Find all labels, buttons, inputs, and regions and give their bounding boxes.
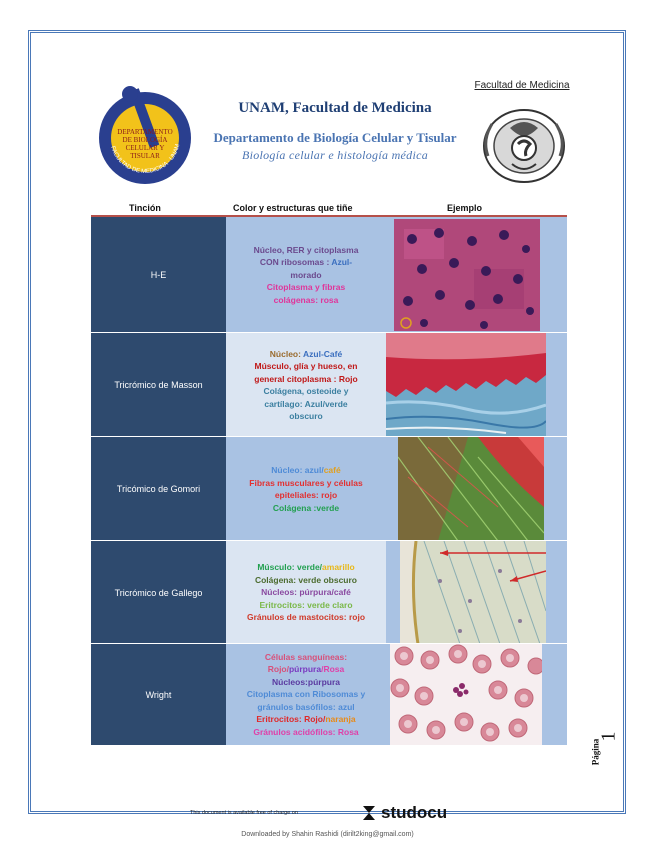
stain-description — [226, 644, 386, 745]
description-line — [247, 599, 365, 612]
description-line — [247, 586, 365, 599]
description-segment: gránulos basófilos: azul — [257, 701, 355, 712]
description-line — [254, 373, 357, 386]
example-cell — [386, 217, 567, 333]
description-segment: Colágena :verde — [272, 502, 340, 513]
stain-description — [226, 541, 386, 644]
wright-micrograph — [390, 644, 542, 745]
table-row — [91, 541, 567, 644]
description-segment: Núcleo: — [269, 348, 303, 359]
gomori-micrograph — [398, 437, 544, 541]
description-segment: epiteliales: rojo — [274, 490, 338, 500]
description-line — [254, 294, 359, 307]
description-segment: Citoplasma y fibras — [266, 282, 346, 293]
description-segment: Eritrocitos: Rojo/ — [256, 714, 326, 725]
he-micrograph — [394, 219, 540, 331]
description-segment: Núcleos:púrpura — [271, 676, 340, 687]
description-segment: Gránulos acidófilos: Rosa — [253, 726, 359, 737]
stain-description — [226, 333, 386, 437]
stain-name: H-E — [91, 217, 226, 333]
header-color: Color y estructuras que tiñe — [233, 203, 353, 213]
description-segment: Núcleo, RER y citoplasma — [253, 244, 359, 255]
description-segment: Fibras musculares y células — [249, 477, 363, 488]
description-line — [254, 410, 357, 423]
description-line — [247, 688, 366, 701]
description-segment: púrpura — [288, 664, 322, 675]
description-segment: general citoplasma : Rojo — [254, 373, 358, 384]
studocu-logo[interactable] — [360, 803, 447, 823]
header-ejemplo: Ejemplo — [447, 203, 483, 213]
table-row — [91, 217, 567, 333]
description-line — [254, 385, 357, 398]
description-line — [249, 464, 362, 477]
description-line — [247, 561, 365, 574]
description-segment: Músculo: verde/ — [257, 562, 323, 573]
description-segment: Núcleo: azul/ — [271, 465, 324, 475]
description-segment: obscuro — [289, 411, 323, 421]
description-segment: CON ribosomas : — [259, 257, 332, 268]
description-segment: Azul-Café — [303, 348, 343, 359]
description-line — [247, 663, 366, 676]
description-segment: Azul- — [331, 257, 353, 268]
availability-note: This document is available free of charge on — [190, 810, 298, 816]
page-title: UNAM, Facultad de Medicina — [238, 100, 432, 116]
page-number-value: 1 — [597, 731, 620, 742]
description-line — [254, 256, 359, 269]
download-note: Downloaded by Shahin Rashidi (dirilt2king@gmail.com) — [241, 831, 414, 838]
gallego-micrograph — [400, 541, 546, 644]
description-segment: naranja — [325, 714, 356, 725]
description-line — [247, 651, 366, 664]
svg-text:CELULAR Y: CELULAR Y — [125, 144, 165, 152]
example-cell — [386, 644, 567, 745]
description-line — [249, 477, 362, 490]
description-segment: morado — [290, 269, 322, 280]
page-number — [590, 725, 626, 785]
faculty-medicine-logo — [468, 80, 580, 190]
stain-name: Tricrómico de Gallego — [91, 541, 226, 644]
description-segment: Colágena: verde obscuro — [254, 574, 357, 585]
description-line — [247, 611, 365, 624]
studocu-icon — [360, 804, 378, 822]
description-line — [247, 726, 366, 739]
description-segment: cartílago: Azul/verde — [264, 398, 348, 409]
description-segment: Núcleos: púrpura/café — [261, 587, 351, 598]
description-segment: Colágena, osteoide y — [263, 386, 349, 396]
department-logo — [90, 80, 200, 190]
description-line — [247, 574, 365, 587]
description-segment: /Rosa — [321, 664, 345, 675]
description-segment: amarillo — [322, 562, 355, 573]
svg-text:FACULTAD DE MEDICINA · UNAM: FACULTAD DE MEDICINA · UNAM — [109, 143, 182, 176]
description-line — [247, 701, 366, 714]
masson-micrograph — [386, 333, 546, 437]
description-line — [254, 360, 357, 373]
header-tincion: Tinción — [129, 203, 161, 213]
description-segment: colágenas: rosa — [273, 294, 339, 305]
course-subtitle: Biología celular e histología médica — [241, 148, 429, 162]
svg-text:DEPARTAMENTO: DEPARTAMENTO — [117, 128, 173, 136]
table-row — [91, 644, 567, 745]
description-segment: Músculo, glía y hueso, en — [254, 361, 358, 371]
description-line — [247, 713, 366, 726]
description-segment: Gránulos de mastocitos: rojo — [246, 612, 366, 623]
stain-name: Tricrómico de Masson — [91, 333, 226, 437]
description-line — [254, 244, 359, 257]
description-segment: Eritrocitos: verde claro — [259, 599, 353, 610]
page-number-label: Página — [590, 738, 601, 766]
table-row — [91, 437, 567, 541]
stain-description — [226, 437, 386, 541]
description-line — [247, 676, 366, 689]
department-name: Departamento de Biología Celular y Tisular — [213, 130, 457, 145]
table-header — [91, 202, 567, 216]
description-segment: Citoplasma con Ribosomas y — [246, 689, 366, 700]
example-cell — [386, 437, 567, 541]
stain-name: Wright — [91, 644, 226, 745]
table-row — [91, 333, 567, 437]
studocu-brand: studocu — [381, 803, 448, 822]
svg-text:TISULAR: TISULAR — [130, 152, 160, 160]
svg-text:DE BIOLOGÍA: DE BIOLOGÍA — [122, 136, 168, 144]
document-title-block — [200, 100, 470, 163]
description-line — [254, 348, 357, 361]
description-line — [254, 281, 359, 294]
description-segment: Rojo/ — [267, 664, 289, 675]
description-segment: Células sanguíneas: — [264, 651, 348, 662]
description-segment: café — [323, 465, 341, 475]
stain-name: Tricómico de Gomori — [91, 437, 226, 541]
stain-description — [226, 217, 386, 333]
faculty-caption: Facultad de Medicina — [474, 80, 570, 91]
description-line — [254, 269, 359, 282]
description-line — [249, 502, 362, 515]
example-cell — [386, 333, 567, 437]
description-line — [254, 398, 357, 411]
example-cell — [386, 541, 567, 644]
description-line — [249, 489, 362, 502]
